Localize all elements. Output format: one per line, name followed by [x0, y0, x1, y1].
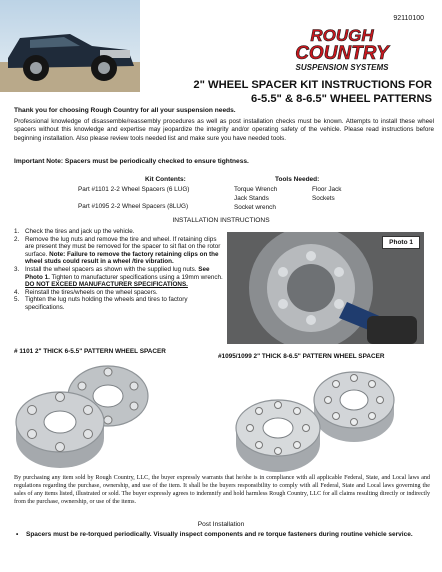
tool-item: Sockets: [312, 195, 335, 202]
step-item: 5. Tighten the lug nuts holding the wheels and tires to factory specifications.: [14, 296, 188, 311]
photo-1-label: Photo 1: [382, 236, 420, 249]
step-item: 2. Remove the lug nuts and remove the tire and wheel. If retaining clips are present they must be removed for the spacer to sit flat on the rotor surface. Note: Failure to remove the factory retaining clips on the wheel studs could result in a wheel /tire vibration.: [14, 235, 221, 266]
tool-item: Jack Stands: [234, 195, 269, 202]
installation-heading: INSTALLATION INSTRUCTIONS: [172, 217, 270, 224]
tool-item: Floor Jack: [312, 186, 342, 193]
rough-country-logo: [262, 26, 422, 76]
step-warning: DO NOT EXCEED MANUFACTURER SPECIFICATIONS.: [25, 281, 188, 289]
step-item: 3. Install the wheel spacers as shown with the supplied lug nuts. See Photo 1. Tighten to manufacturer specifications using a 19mm wrench. DO NOT EXCEED MANUFACTURER SPECIFICATIONS.: [14, 265, 223, 289]
tools-needed-heading: Tools Needed:: [275, 176, 320, 183]
title-line2: 6-5.5" & 8-6.5" WHEEL PATTERNS: [251, 93, 432, 105]
bullet-icon: •: [16, 531, 19, 538]
tool-item: Torque Wrench: [234, 186, 278, 193]
logo-line3: SUSPENSION SYSTEMS: [295, 63, 389, 72]
caption-8-lug: #1095/1099 2" THICK 8-6.5" PATTERN WHEEL SPACER: [218, 353, 385, 360]
kit-contents-heading: Kit Contents:: [145, 176, 186, 183]
kit-row: Part #1095 2-2 Wheel Spacers (8LUG): [78, 203, 189, 210]
photo-1: [227, 232, 424, 344]
installation-steps: [14, 228, 226, 312]
post-installation-heading: Post Installation: [197, 521, 245, 528]
title-line1: 2" WHEEL SPACER KIT INSTRUCTIONS FOR: [193, 79, 432, 91]
post-installation-item: • Spacers must be re-torqued periodically. Visually inspect components and re torque fasteners during routine vehicle service.: [16, 531, 413, 538]
step-item: 4. Reinstall the tires/wheels on the wheel spacers.: [14, 288, 158, 296]
kit-row: Part #1101 2-2 Wheel Spacers (6 LUG): [78, 186, 190, 193]
logo-line1: ROUGH: [310, 26, 374, 45]
step-item: 1. Check the tires and jack up the vehicle.: [14, 228, 135, 235]
important-note: Important Note: Spacers must be periodically checked to ensure tightness.: [14, 158, 249, 165]
thanks-text: Thank you for choosing Rough Country for all your suspension needs.: [14, 107, 236, 114]
part-number: 92110100: [393, 15, 424, 22]
spacer-6-lug-image: [10, 358, 160, 470]
legal-disclaimer: By purchasing any item sold by Rough Country, LLC, the buyer expressly warrants that he/she is in compliance with all applicable Federal, State, and Local laws and regulations regarding the purchase, ownership, and use of the item. It shall be the buyers responsibility to comply with all Federal, State and Local laws governing the sales of any items listed, illustrated or sold. The buyer expressly agrees to indemnify and hold harmless Rough Country, LLC for all claims resulting directly or indirectly from the purchase, ownership, or use of the items.: [14, 475, 430, 506]
tool-item: Socket wrench: [234, 204, 276, 211]
caption-6-lug: # 1101 2" THICK 6-5.5" PATTERN WHEEL SPACER: [14, 348, 166, 355]
intro-paragraph: Professional knowledge of disassemble/reassembly procedures as well as post installation checks must be known. Attempts to install these wheel spacers without this knowledge and expertise may jeopardize the integrity and/or operating safety of the vehicle. Please read instructions before beginning installation. Also please review tools needed list and make sure you have needed tools.: [14, 118, 434, 142]
logo-line2: COUNTRY: [295, 43, 389, 64]
step-note: Note: Failure to remove the factory retaining clips on the wheel studs could result in a wheel /tire vibration.: [25, 250, 219, 266]
spacer-8-lug-image: [226, 366, 396, 474]
page-title: [120, 78, 432, 106]
truck-photo: [0, 0, 140, 92]
